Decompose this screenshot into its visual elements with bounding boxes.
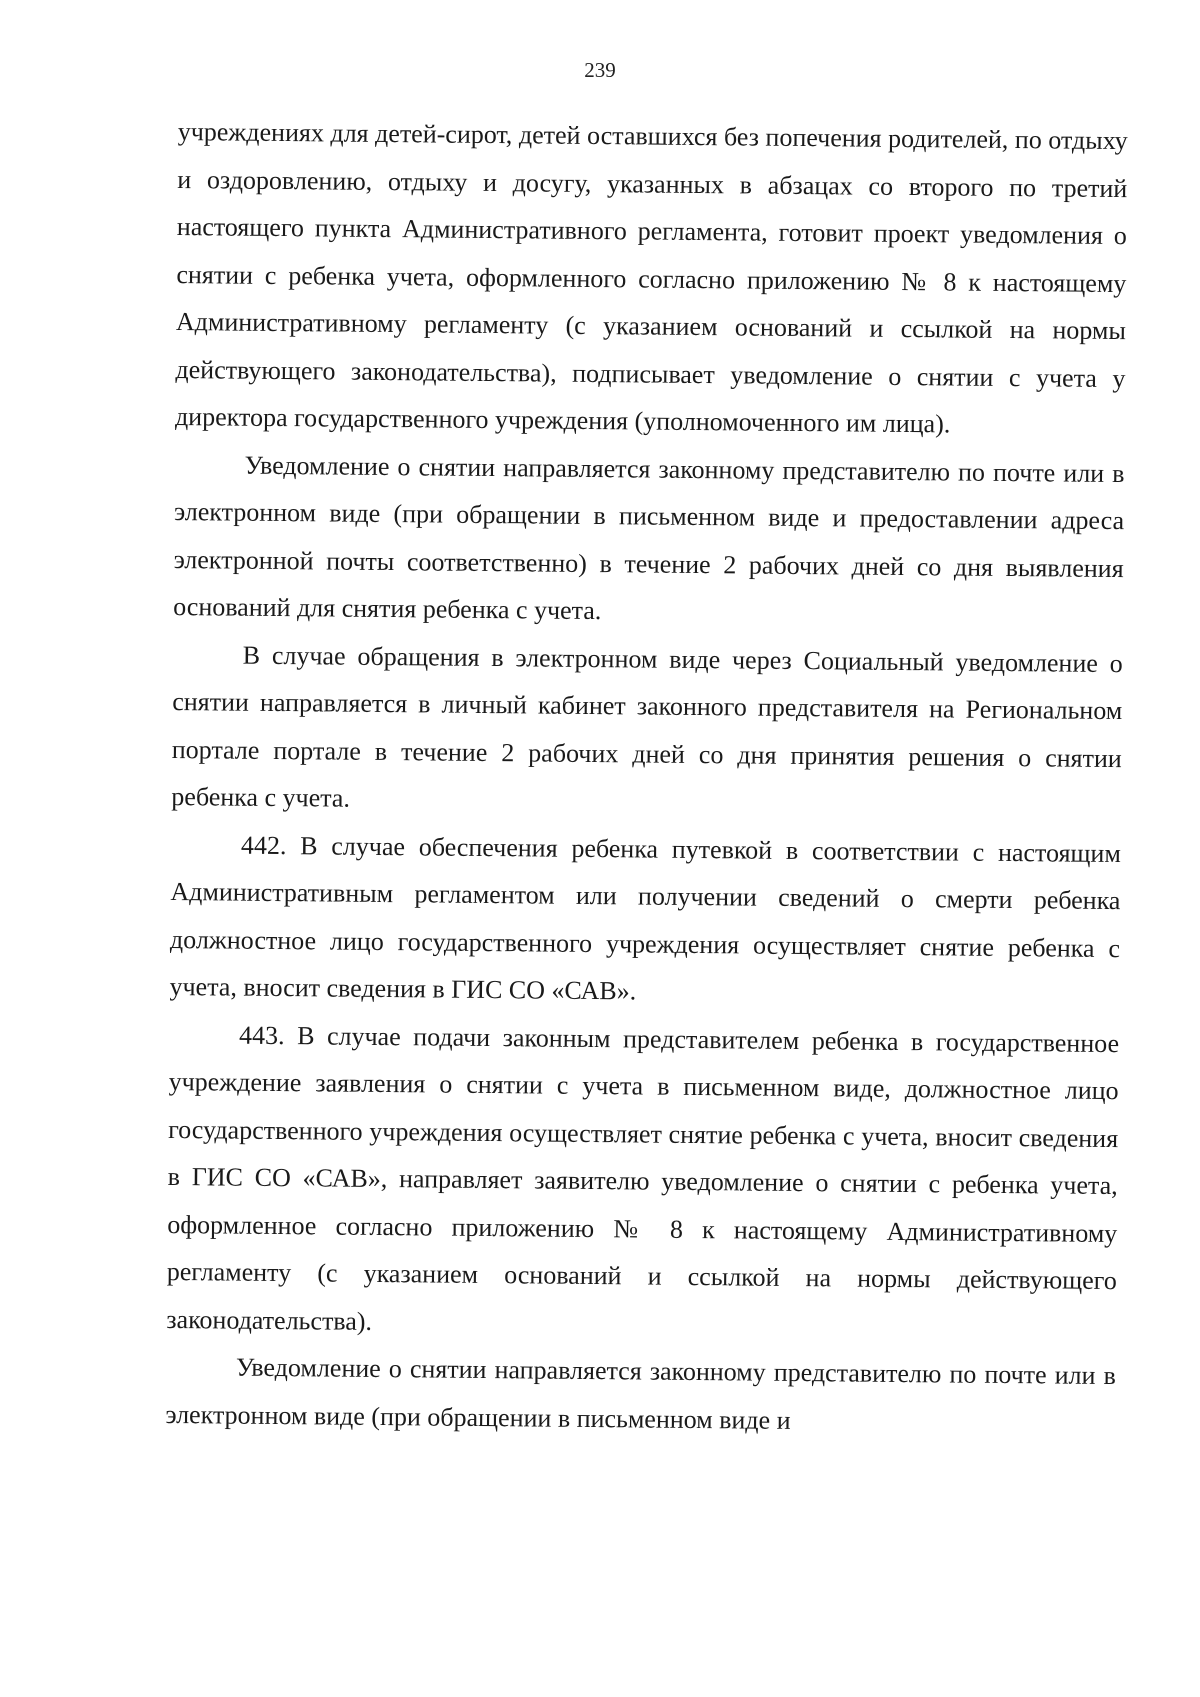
paragraph-electronic-request: В случае обращения в электронном виде через Социальный уведомление о снятии направляется в личный кабинет законного представителя на Региональном портале портале в течение 2 рабочих дней со дня принятия решения о снятии ребенка с учета. bbox=[171, 640, 1123, 813]
paragraph-clause-443: 443. В случае подачи законным представителем ребенка в государственное учреждение заявления о снятии с учета в письменном виде, должностное лицо государственного учреждения осуществляет снятие ребенка с учета, вносит сведения в ГИС СО «САВ», направляет заявителю уведомление о снятии с ребенка учета, оформленное согласно приложению № 8 к настоящему Административному регламенту (с указанием оснований и ссылкой на нормы действующего законодательства). bbox=[166, 1020, 1120, 1336]
paragraph-clause-442: 442. В случае обеспечения ребенка путевкой в соответствии с настоящим Административным регламентом или получении сведений о смерти ребенка должностное лицо государственного учреждения осуществляет снятие ребенка с учета, вносит сведения в ГИС СО «САВ». bbox=[169, 830, 1122, 1006]
paragraph-notification-repeat: Уведомление о снятии направляется законному представителю по почте или в электронном виде (при обращении в письменном виде и bbox=[165, 1352, 1117, 1435]
page-number: 239 bbox=[584, 58, 616, 82]
document-body bbox=[165, 108, 1128, 1447]
paragraph-notification: Уведомление о снятии направляется законному представителю по почте или в электронном виде (при обращении в письменном виде и предоставлении адреса электронной почты соответственно) в течение 2 рабочих дней со дня выявления оснований для снятия ребенка с учета. bbox=[173, 450, 1125, 626]
paragraph-continuation: учреждениях для детей-сирот, детей оставшихся без попечения родителей, по отдыху и оздоровлению, отдыху и досугу, указанных в абзацах со второго по третий настоящего пункта Административного регламента, готовит проект уведомления о снятии с ребенка учета, оформленного согласно приложению № 8 к настоящему Административному регламенту (с указанием оснований и ссылкой на нормы действующего законодательства), подписывает уведомление о снятии с учета у директора государственного учреждения (уполномоченного им лица). bbox=[174, 116, 1128, 439]
